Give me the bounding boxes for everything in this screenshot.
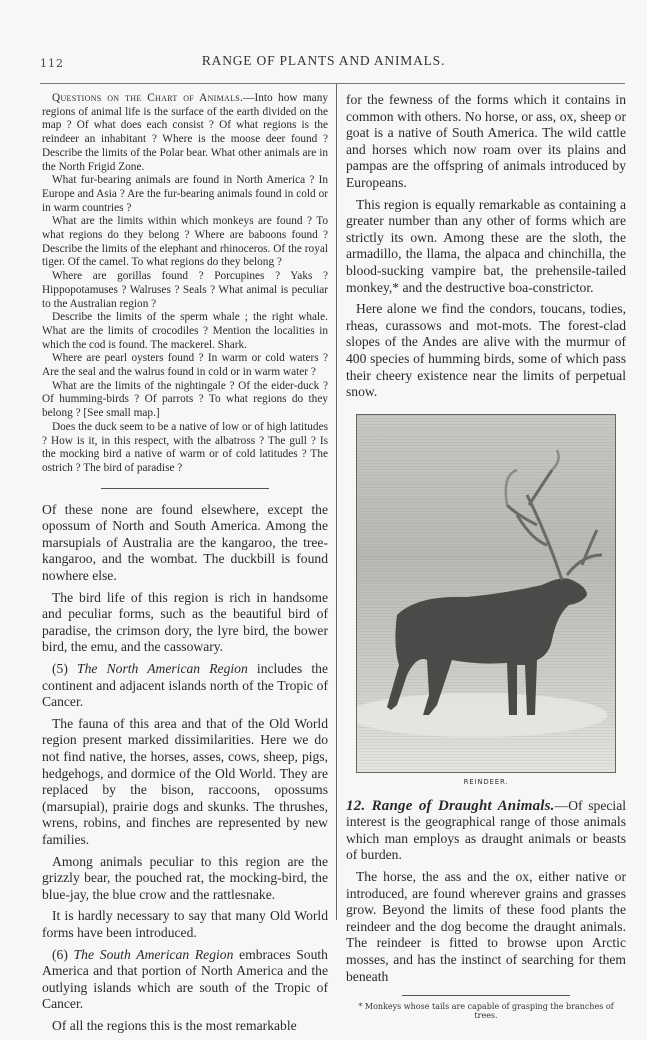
region-title: The North American Region [77,661,248,677]
column-divider [336,84,337,920]
body-paragraph: The fauna of this area and that of the Old World region present marked dissimilarities. Here we do not find native, the horses, asses, cows, sheep, pigs, hedgehogs, and dormice of the Old World. They are replaced by the bison, raccoons, opossums (marsupial), prairie dogs and skunks. The thrushes, wrens, robins, and finches are represented by new families. [42,715,328,847]
region-number: (6) [52,946,68,962]
region-text: includes the continent and adjacent islands north of the Tropic of Cancer. [42,661,328,710]
body-paragraph: Here alone we find the condors, toucans, todies, rheas, curassows and mot-mots. The forest-clad slopes of the Andes are alive with the murmur of 400 species of humming birds, some of which pass their cheery existence near the limits of perpetual snow. [346,301,626,400]
body-paragraph: It is hardly necessary to say that many Old World forms have been introduced. [42,908,328,940]
footnote: * Monkeys whose tails are capable of grasping the branches of trees. [358,1002,614,1021]
question-paragraph: Does the duck seem to be a native of low or of high latitudes ? How is it, in this respect, with the albatross ? The gull ? Is the mocking bird a native of warm or of cold latitudes ? The ostrich ? The bird of paradise ? [42,420,328,474]
reindeer-icon [357,415,615,772]
region-text: embraces South America and that portion of North America and the outlying islands which are south of the Tropic of Cancer. [42,946,328,1012]
running-head: RANGE OF PLANTS AND ANIMALS. [201,53,446,68]
header-rule [40,83,625,84]
body-paragraph: for the fewness of the forms which it contains in common with others. No horse, or ass, ox, sheep or goat is a native of South America. The wild cattle and horses which now roam over its plains and pampas are the offspring of animals introduced by Europeans. [346,92,626,190]
footnote-divider [402,995,570,996]
figure-caption: REINDEER. [463,777,509,786]
reindeer-illustration [356,414,616,773]
question-paragraph: Where are pearl oysters found ? In warm or cold waters ? Are the seal and the walrus found in cold or in warm water ? [42,352,328,379]
page-number: 112 [40,57,64,70]
question-paragraph: Where are gorillas found ? Porcupines ? Yaks ? Hippopotamuses ? Walruses ? Seals ? What animal is peculiar to the Australian region ? [42,270,328,310]
region-paragraph-north-america [42,661,328,711]
region-title: The South American Region [73,946,234,962]
body-paragraph: The horse, the ass and the ox, either native or introduced, are found wherever grains and grasses grow. Beyond the limits of these food plants the reindeer and the dog become the draught animals. The reindeer is fitted to browse upon Arctic mosses, and has the instinct of searching for them beneath [346,869,626,984]
region-number: (5) [52,661,68,677]
question-paragraph: What are the limits of the nightingale ? Of the eider-duck ? Of humming-birds ? Of parrots ? To what regions do they belong ? [See small map.] [42,379,328,420]
questions-block [42,92,328,476]
question-paragraph [42,92,328,174]
right-column [346,92,626,1020]
body-paragraph: Among animals peculiar to this region are the grizzly bear, the pouched rat, the mocking-bird, the blue-jay, the blue crow and the rattlesnake. [42,853,328,902]
section-lead: —Of special interest is the geographical range of those animals which man employs as draught animals or beasts of burden. [346,797,627,863]
body-paragraph: The bird life of this region is rich in handsome and peculiar forms, such as the beautiful bird of paradise, the crimson dory, the lyre bird, the bower bird, the emu, and the cassowary. [42,589,328,655]
question-text: —Into how many regions of animal life is the surface of the earth divided on the map ? Of what does each consist ? Of what regions is the reindeer an inhabitant ? Where is the moose deer found ? Describe the limits of the Polar bear. What other animals are in the North Frigid Zone. [42,92,328,173]
region-paragraph-south-america [42,947,328,1013]
section-divider [101,488,269,489]
section-heading: 12. Range of Draught Animals. [346,797,555,814]
section-paragraph [346,798,626,864]
left-column [42,92,328,1040]
body-paragraph: This region is equally remarkable as containing a greater number than any other of forms which are strictly its own. Among these are the sloth, the armadillo, the llama, the alpaca and chinchilla, the blood-sucking vampire bat, the prehensile-tailed monkey,* and the destructive boa-constrictor. [346,196,626,295]
body-paragraph: Of all the regions this is the most remarkable [52,1017,297,1033]
body-paragraph: Of these none are found elsewhere, except the opossum of North and South America. Among the marsupials of Australia are the kangaroo, the tree-kangaroo, and the wombat. The duckbill is found nowhere else. [42,501,328,584]
question-paragraph: Describe the limits of the sperm whale ; the right whale. What are the limits of crocodiles ? Mention the localities in which the cod is found. The mackerel. Shark. [42,311,328,351]
question-paragraph: What are the limits within which monkeys are found ? To what regions do they belong ? Where are baboons found ? Describe the limits of the elephant and rhinoceros. Of the royal tiger. Of the camel. To what regions do they belong ? [42,215,328,269]
questions-lead: Questions on the Chart of Animals. [52,92,244,104]
question-paragraph: What fur-bearing animals are found in North America ? In Europe and Asia ? Are the fur-bearing animals found in cold or in warm countries ? [42,174,328,214]
left-body [42,502,328,1035]
